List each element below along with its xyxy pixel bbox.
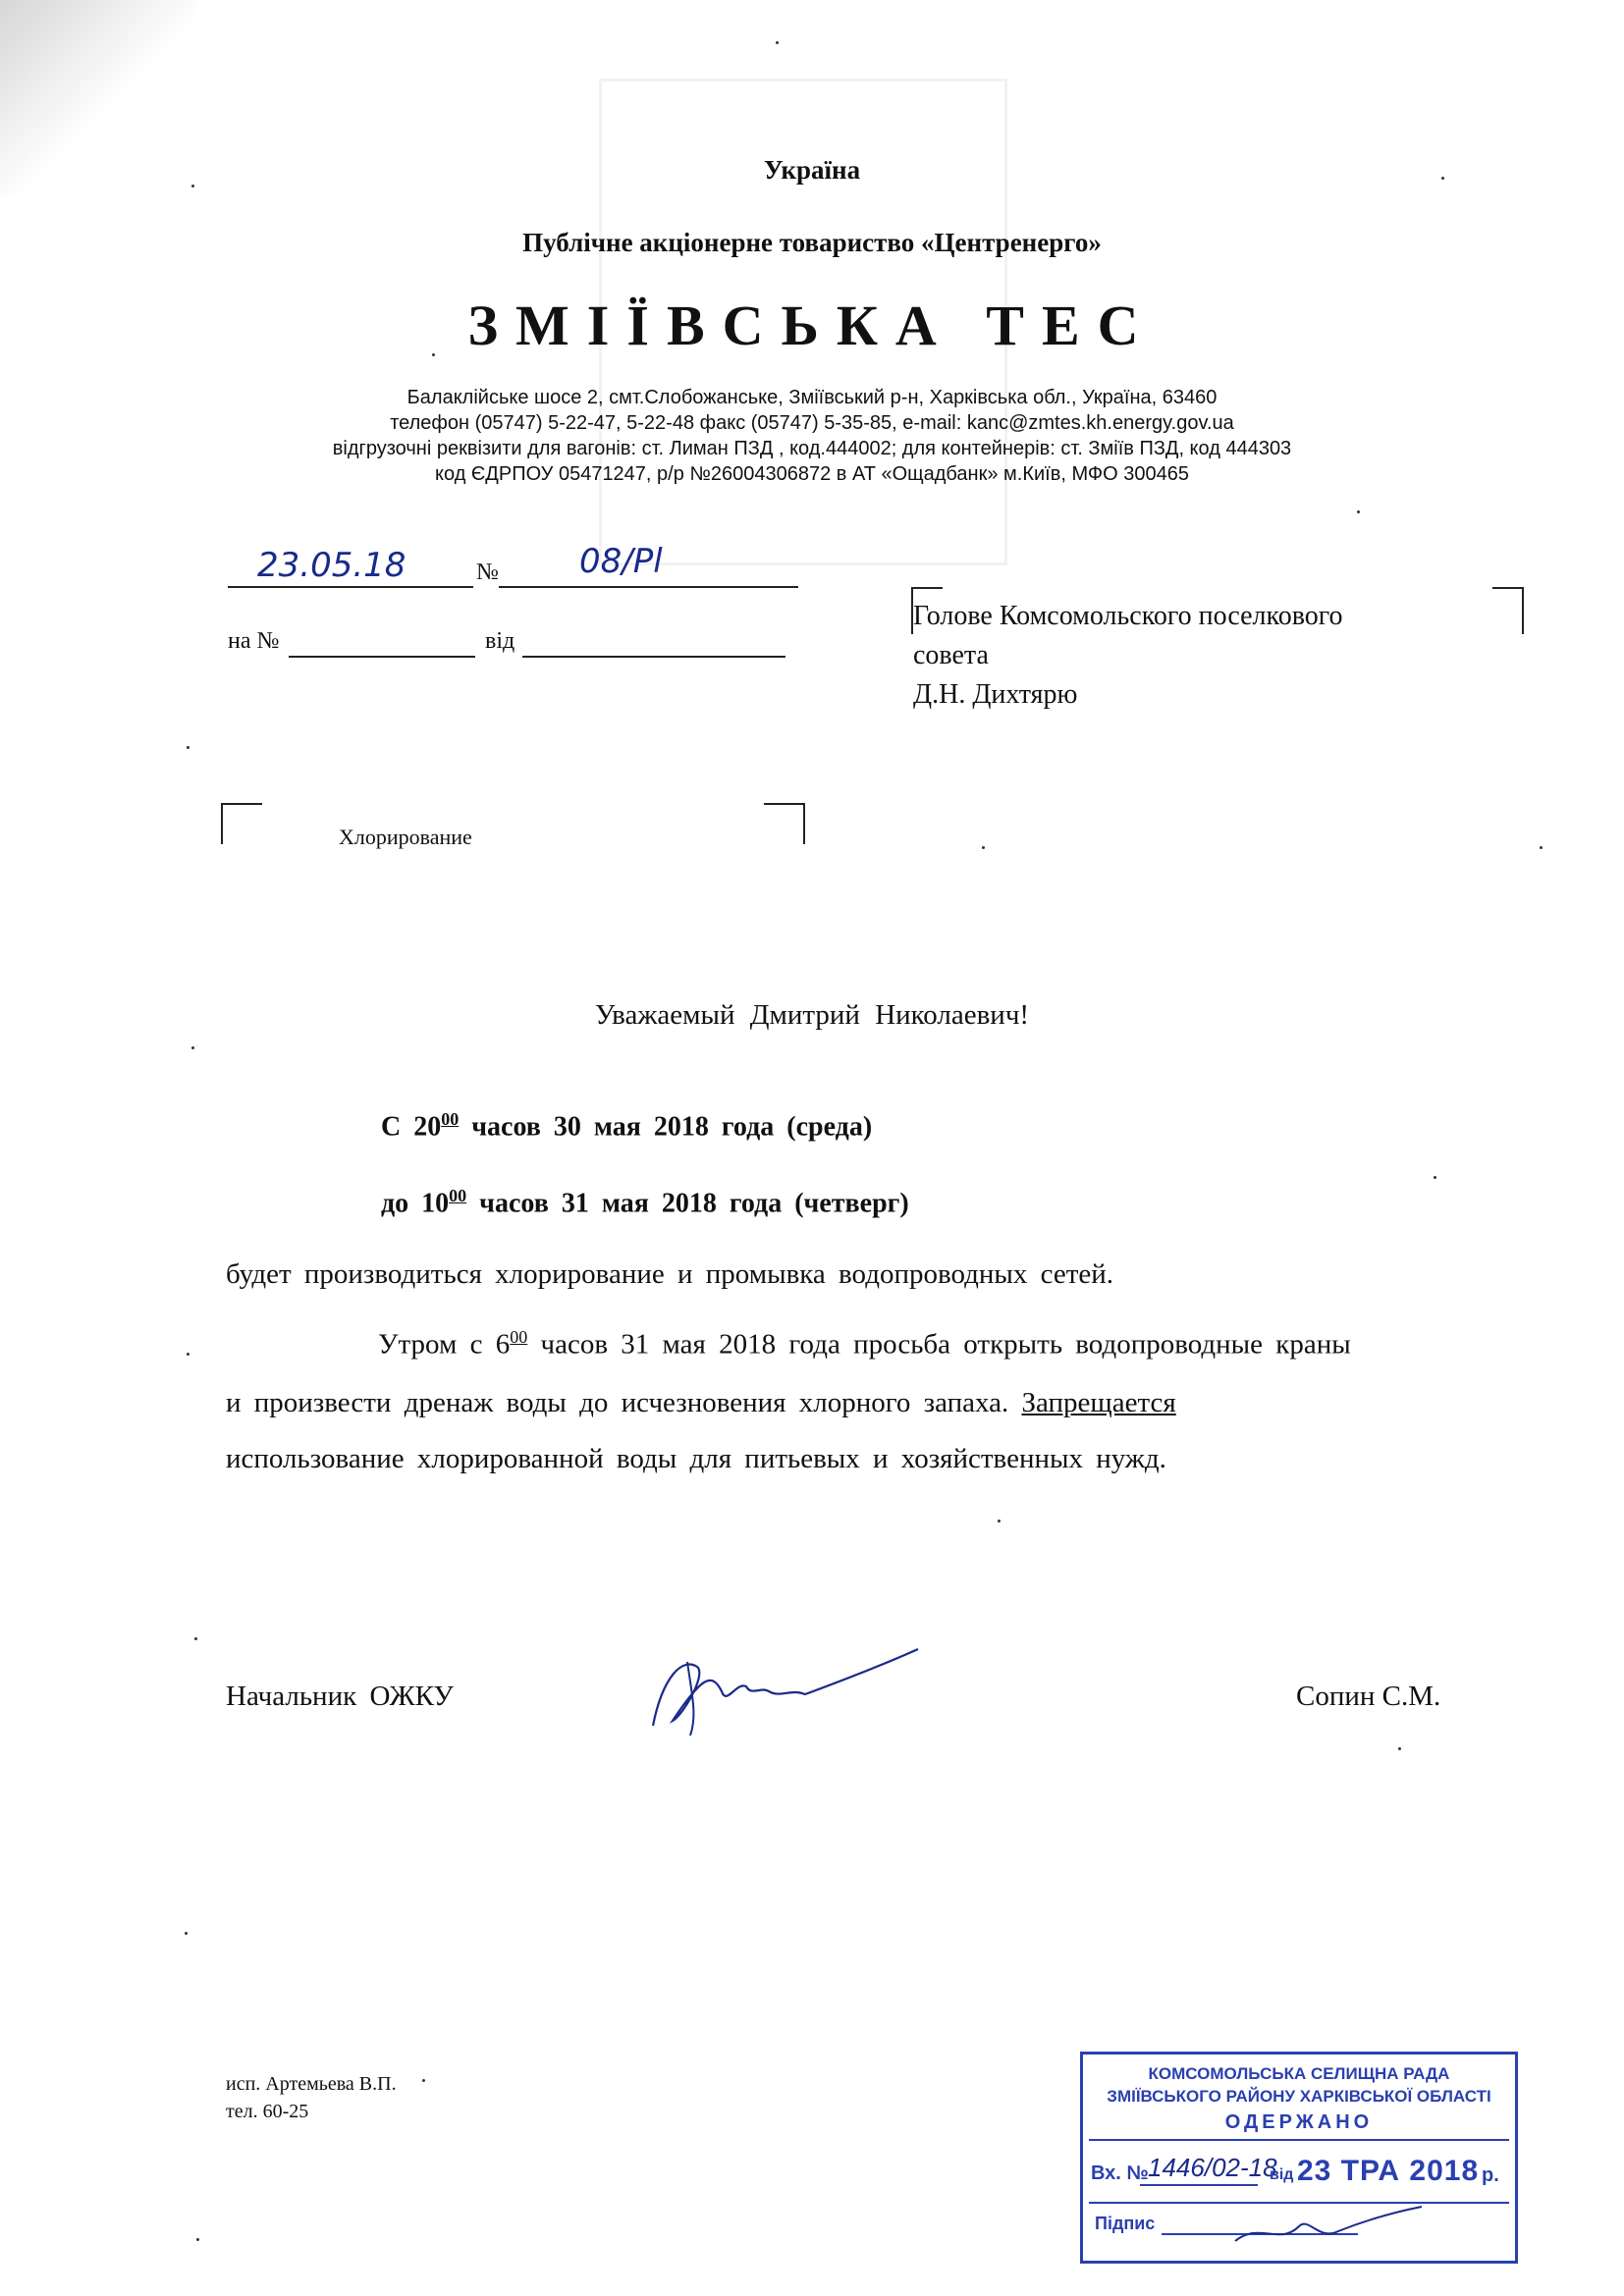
greeting: Уважаемый Дмитрий Николаевич! (594, 999, 1030, 1031)
outgoing-number-handwritten: 08/Pl (579, 542, 663, 581)
stamp-from-label: від (1270, 2166, 1294, 2183)
plant-name: ЗМІЇВСЬКА ТЕС (467, 294, 1157, 357)
scan-speck (196, 2238, 199, 2241)
contacts-line: телефон (05747) 5-22-47, 5-22-48 факс (05747) 5-35-85, e-mail: kanc@zmtes.kh.energy.gov.ua (390, 412, 1234, 434)
signatory-name: Сопин С.М. (1296, 1681, 1441, 1712)
stamp-signature-label: Підпис (1095, 2214, 1156, 2233)
subject-bracket-right (764, 803, 805, 844)
on-number-line (289, 656, 475, 658)
scan-speck (187, 746, 189, 749)
scan-speck (982, 846, 985, 849)
addressee-line: совета (913, 640, 989, 670)
stamp-district-line: ЗМІЇВСЬКОГО РАЙОНУ ХАРКІВСЬКОЇ ОБЛАСТІ (1107, 2087, 1491, 2106)
subject-bracket-left (221, 803, 262, 844)
stamp-number-line (1140, 2184, 1258, 2186)
schedule-end: до $10^{00}$ часов 31 мая 2018 года (четверг) (381, 1186, 909, 1219)
number-line (499, 586, 798, 588)
executor-name: исп. Артемьева В.П. (226, 2073, 397, 2095)
scan-speck (1357, 510, 1360, 513)
shipping-details-line: відгрузочні реквізити для вагонів: ст. Лиман ПЗД , код.444002; для контейнерів: ст. Зміїв ПЗД, код 444303 (332, 438, 1292, 459)
on-number-label: на № (228, 628, 280, 654)
scan-speck (194, 1637, 197, 1640)
body-paragraph: будет производиться хлорирование и промывка водопроводных сетей. (226, 1258, 1114, 1290)
scan-speck (187, 1353, 189, 1356)
body-paragraph: использование хлорированной воды для питьевых и хозяйственных нужд. (226, 1443, 1166, 1474)
subject-line: Хлорирование (339, 825, 472, 849)
addressee-name: Д.Н. Дихтярю (913, 679, 1078, 710)
addressee-line: Голове Комсомольского поселкового (913, 601, 1343, 631)
scan-speck (422, 2079, 425, 2082)
company-name: Публічне акціонерне товариство «Центренерго» (522, 228, 1102, 257)
stamp-signature (1230, 2202, 1427, 2256)
signatory-role: Начальник ОЖКУ (226, 1681, 454, 1712)
stamp-received-label: ОДЕРЖАНО (1224, 2111, 1374, 2133)
scan-speck (432, 353, 435, 356)
stamp-divider (1089, 2139, 1509, 2142)
bank-details-line: код ЄДРПОУ 05471247, р/р №26004306872 в АТ «Ощадбанк» м.Київ, МФО 300465 (435, 463, 1189, 485)
scan-speck (1398, 1747, 1401, 1750)
outgoing-date-handwritten: 23.05.18 (257, 546, 406, 585)
date-line (228, 586, 473, 588)
executor-phone: тел. 60-25 (226, 2101, 309, 2122)
stamp-incoming-number: 1446/02-18 (1148, 2153, 1277, 2182)
scan-speck (1434, 1176, 1436, 1179)
country-title: Україна (763, 155, 861, 185)
stamp-date: 23 ТРА 2018 (1297, 2155, 1480, 2187)
scan-speck (1540, 846, 1543, 849)
addressee-block (913, 597, 1463, 715)
schedule-start: С $20^{00}$ часов 30 мая 2018 года (среда) (381, 1109, 873, 1143)
stamp-incoming-label: Вх. № (1091, 2163, 1149, 2184)
body-paragraph: Утром с $6^{00}$ часов 31 мая 2018 года просьба открыть водопроводные краны (378, 1327, 1351, 1361)
scan-speck (191, 1046, 194, 1049)
scan-speck (1441, 177, 1444, 180)
scan-speck (998, 1520, 1001, 1522)
number-sign: № (476, 560, 499, 585)
stamp-year-suffix: р. (1482, 2164, 1499, 2186)
received-stamp (1080, 2052, 1518, 2264)
prohibited-emphasis: Запрещается (1021, 1387, 1176, 1418)
body-paragraph: и произвести дренаж воды до исчезновения хлорного запаха. Запрещается (226, 1387, 1176, 1418)
scan-speck (776, 41, 779, 44)
address-line: Балаклійське шосе 2, смт.Слобожанське, Зміївський р-н, Харківська обл., Україна, 63460 (406, 387, 1218, 408)
from-label: від (485, 628, 515, 654)
scan-speck (185, 1932, 188, 1935)
from-line (522, 656, 785, 658)
scan-speck (191, 185, 194, 187)
handwritten-signature (643, 1637, 928, 1745)
addressee-bracket-right (1492, 587, 1524, 634)
stamp-org-line: КОМСОМОЛЬСЬКА СЕЛИЩНА РАДА (1148, 2064, 1450, 2083)
